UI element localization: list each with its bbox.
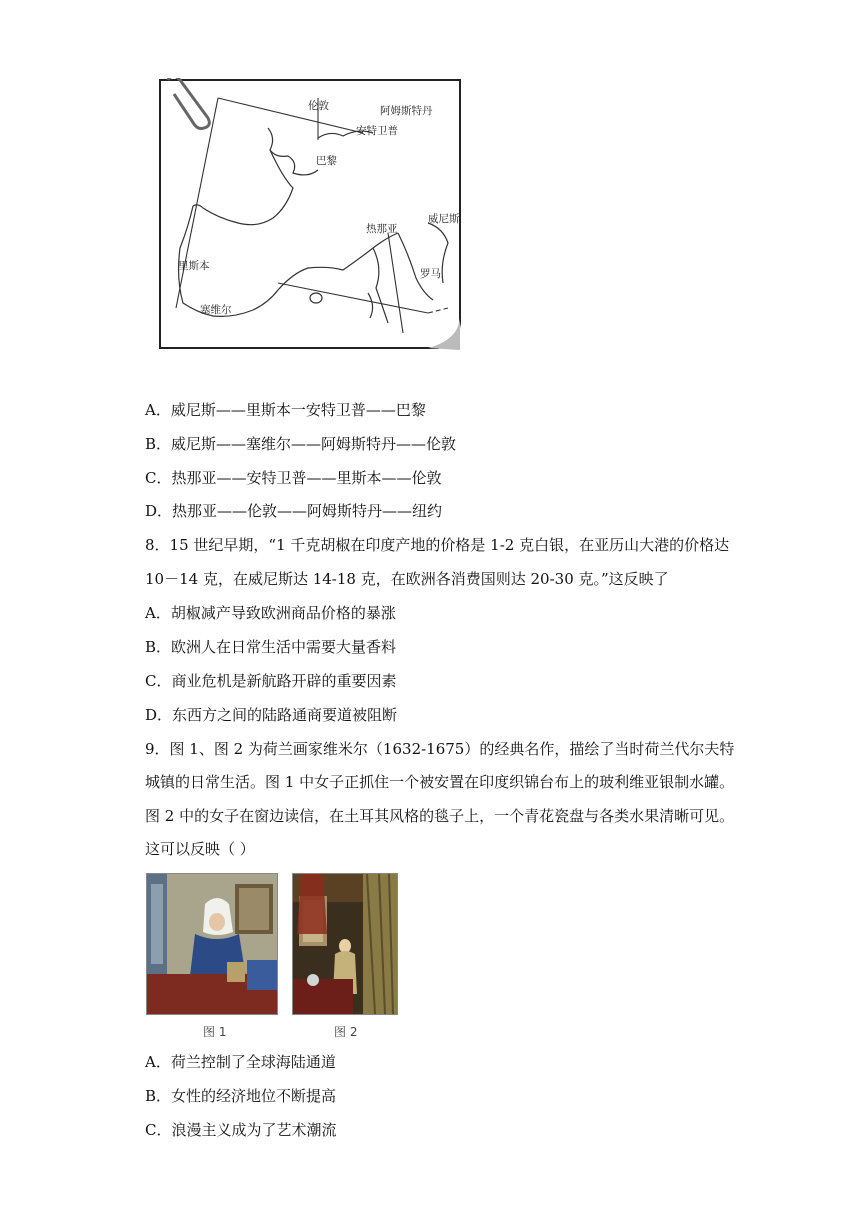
q8-stem-line1: 8．15 世纪早期，“1 千克胡椒在印度产地的价格是 1-2 克白银，在亚历山大港的价格达 [145,536,730,554]
q9-stem-line3: 图 2 中的女子在窗边读信，在土耳其风格的毯子上，一个青花瓷盘与各类水果清晰可见。 [145,807,735,825]
map-label-london: 伦敦 [308,100,329,112]
q9-stem-line4: 这可以反映（ ） [145,840,255,858]
q9-stem-line2: 城镇的日常生活。图 1 中女子正抓住一个被安置在印度织锦台布上的玻利维亚银制水罐。 [145,773,735,791]
q9-option-a[interactable]: A．荷兰控制了全球海陆通道 [145,1053,336,1071]
map-label-lisbon: 里斯本 [178,260,210,272]
q7-option-c[interactable]: C．热那亚——安特卫普——里斯本——伦敦 [145,469,442,487]
q7-option-a[interactable]: A．威尼斯——里斯本一安特卫普——巴黎 [145,401,426,419]
q7-option-b[interactable]: B．威尼斯——塞维尔——阿姆斯特丹——伦敦 [145,435,457,453]
q9-option-b[interactable]: B．女性的经济地位不断提高 [145,1087,337,1105]
map-label-seville: 塞维尔 [200,304,232,316]
figure-2-caption: 图 2 [334,1025,358,1039]
trade-route-map [158,78,463,350]
painting-figure-2 [292,873,398,1015]
map-label-amsterdam: 阿姆斯特丹 [380,105,433,117]
q8-stem-line2: 10－14 克，在威尼斯达 14-18 克，在欧洲各消费国则达 20-30 克。”这反映了 [145,570,669,588]
q8-option-c[interactable]: C．商业危机是新航路开辟的重要因素 [145,672,397,690]
painting-figure-1 [146,873,278,1015]
q9-option-c[interactable]: C．浪漫主义成为了艺术潮流 [145,1121,337,1139]
map-label-antwerp: 安特卫普 [356,125,398,137]
figure-1-caption: 图 1 [203,1025,227,1039]
q9-stem-line1: 9．图 1、图 2 为荷兰画家维米尔（1632-1675）的经典名作，描绘了当时荷兰代尔夫特 [145,740,735,758]
q7-option-d[interactable]: D．热那亚——伦敦——阿姆斯特丹——纽约 [145,502,443,520]
map-label-paris: 巴黎 [316,155,337,167]
q8-option-a[interactable]: A．胡椒减产导致欧洲商品价格的暴涨 [145,604,396,622]
map-label-genoa: 热那亚 [366,223,398,235]
q8-option-b[interactable]: B．欧洲人在日常生活中需要大量香料 [145,638,397,656]
q8-option-d[interactable]: D．东西方之间的陆路通商要道被阻断 [145,706,398,724]
map-label-rome: 罗马 [420,268,441,280]
map-label-venice: 威尼斯 [428,213,460,225]
